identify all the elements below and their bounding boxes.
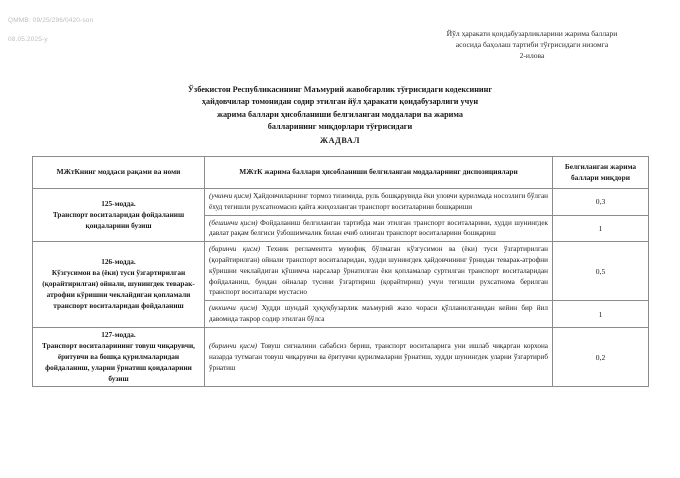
annex-line-2: асосида баҳолаш тартиби тўғрисидаги низомга (455, 40, 609, 49)
column-header-article: МЖтКнинг моддаси рақами ва номи (33, 157, 205, 189)
disposition-text: Фойдаланиш белгиланган тартибда ман этилган транспорт воситаларини, худди шунингдек давлат рақам белгиси ўзбошимчалик билан ечиб олинган транспорт воситаларини бошқариш (209, 218, 549, 238)
article-cell (33, 189, 205, 242)
disposition-text: Ҳайдовчиларнинг тормоз тизимида, руль бошқарувида ёки уловчи қурилмада носозлиги бўлган ёхуд тегишли рухсатномасиз қайта жиҳозланган транспорт воситаларини бошқариши (209, 192, 548, 211)
table-body (33, 189, 649, 387)
disposition-part-label: (биринчи қисм) (209, 245, 260, 254)
article-cell (33, 242, 205, 328)
table-header-row (33, 157, 649, 189)
table-header (33, 157, 649, 189)
article-name: Кўзгусимон ва (ёки) туси ўзгартирилган (қорайтирилган) ойнали, шунингдек теварак-атрофни кўришни чеклайдиган қопламали транспорт воситаларидан фойдаланиш (42, 268, 195, 310)
stamp-registration-number: QMMB: 09/25/296/0420-son (8, 16, 94, 24)
table-row (33, 327, 649, 387)
disposition-cell (205, 189, 553, 216)
score-cell: 1 (553, 215, 649, 242)
disposition-cell (205, 327, 553, 387)
registration-stamp (8, 6, 93, 55)
article-number: 127-модда. (101, 329, 136, 339)
score-cell: 0,2 (553, 327, 649, 387)
disposition-text: Техник регламентга мувофиқ бўлмаган кўзгусимон ва (ёки) туси ўзгартирилган (қорайтирилган) ойнали транспорт воситаларидан, худди шунингдек ҳайдовчининг ўрнидан теварак-атрофни кўришни чеклайдиган қўшимча нарсалар ўрнатилган ёки қопламалар суртилган транспорт воситаларидан фойдаланиш, бундан ойналар тусини ўзгартириш (қорайтириш) учун тегишли рухсатнома берилган транспорт воситалари мустасно (209, 245, 548, 297)
article-number: 126-модда. (101, 257, 136, 267)
disposition-cell (205, 301, 553, 328)
title-table-word: ЖАДВАЛ (319, 135, 361, 145)
annex-line-3: 2-илова (519, 51, 545, 60)
title-line-4: балларининг миқдорлари тўғрисидаги (267, 122, 413, 132)
penalty-points-table (32, 156, 649, 387)
disposition-part-label: (биринчи қисм) (209, 341, 258, 350)
table-row (33, 242, 649, 301)
disposition-part-label: (бешинчи қисм) (209, 218, 258, 227)
score-cell: 0,5 (553, 242, 649, 301)
annex-reference (396, 28, 668, 61)
column-header-score: Белгиланган жарима баллари миқдори (553, 157, 649, 189)
column-header-disposition: МЖтК жарима баллари ҳисобланиши белгиланган моддаларнинг диспозициялари (205, 157, 553, 189)
disposition-text: Худди шундай ҳуқуқбузарлик маъмурий жазо чораси қўлланилганидан кейин бир йил давомида такрор содир этилган бўлса (209, 304, 548, 323)
title-line-1: Ўзбекистон Республикасининг Маъмурий жавобгарлик тўғрисидаги кодексининг (187, 85, 493, 94)
disposition-text: Товуш сигналини сабабсиз бериш, транспорт воситаларига уни ишлаб чиқарган корхона назарда тутмаган товуш чиқарувчи ва ёритувчи қурилмаларни ўрнатиш, худди шунингдек уларни ўзгартириб ўрнатиш (209, 341, 548, 372)
document-title (142, 84, 538, 147)
score-cell: 1 (553, 301, 649, 328)
article-name: Транспорт воситаларидан фойдаланиш қоидаларини бузиш (52, 209, 185, 230)
disposition-part-label: (учинчи қисм) (209, 192, 252, 201)
annex-line-1: Йўл ҳаракати қоидабузарликларини жарима баллари (446, 29, 618, 38)
article-number: 125-модда. (101, 198, 136, 208)
stamp-date: 08.05.2025-y (8, 36, 48, 44)
article-name: Транспорт воситаларининг товуш чиқарувчи, ёритувчи ва бошқа қурилмаларидан фойдаланиш, уларни ўрнатиш қоидаларини бузиш (42, 340, 195, 383)
title-line-3: жарима баллари ҳисобланиши белгиланган моддалари ва жарима (217, 109, 463, 119)
article-cell (33, 327, 205, 387)
disposition-cell (205, 215, 553, 242)
disposition-part-label: (иккинчи қисм) (209, 304, 258, 313)
disposition-cell (205, 242, 553, 301)
score-cell: 0,3 (553, 189, 649, 216)
table-row (33, 189, 649, 216)
title-line-2: ҳайдовчилар томонидан содир этилган йўл ҳаракати қоидабузарлиги учун (201, 97, 479, 107)
